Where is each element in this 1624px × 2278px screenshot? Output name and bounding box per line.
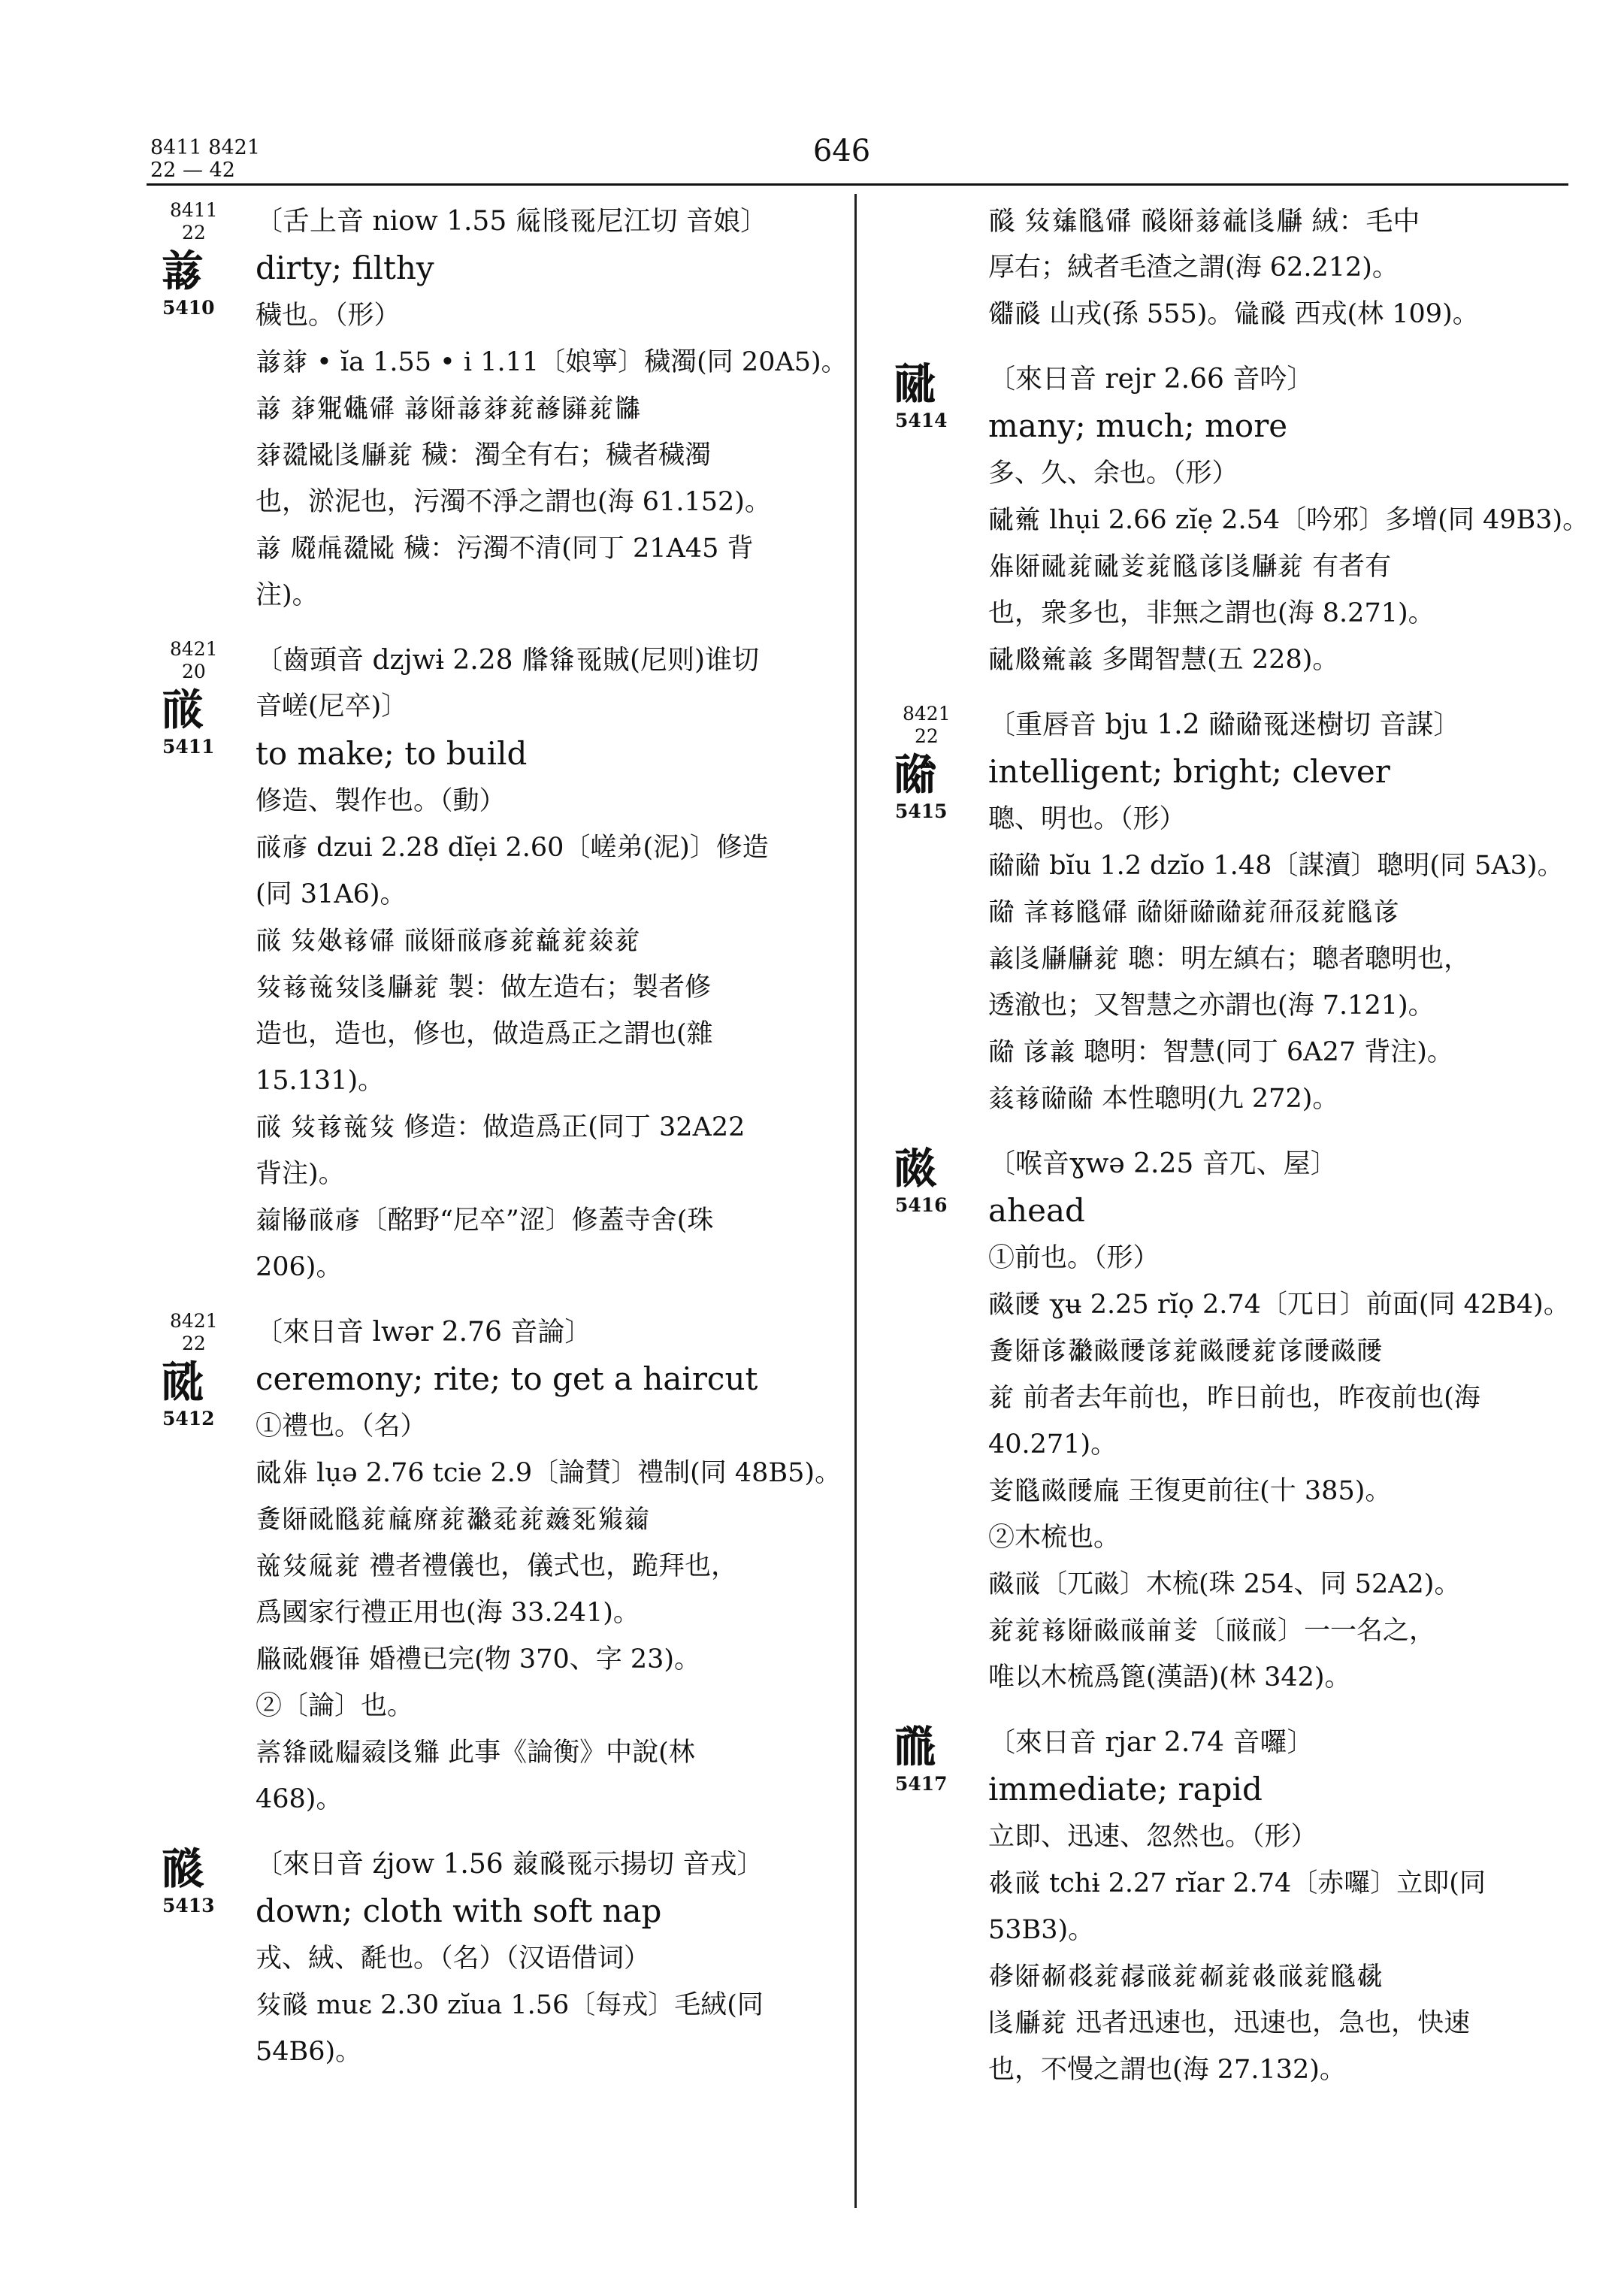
- entry-line: 〔來日音 źjow 1.56 𗓑𗍽𗀔示揚切 音戎〕: [256, 1849, 764, 1880]
- count-value: 22: [182, 222, 206, 244]
- entry-line: 也，淤泥也，污濁不淨之謂也(海 61.152)。: [256, 487, 771, 517]
- entry-line: 𗎄𗁔𗎅𗎆𗐱𗎇𗍻𗐱𗎅𗐱𗎃𗍻𗐱𗂃𗎈: [988, 1962, 1384, 1992]
- entry-line: 15.131)。: [256, 1066, 385, 1096]
- entry-line: ahead: [988, 1192, 1085, 1229]
- left-column: [150, 199, 848, 2095]
- entry-line: 𗐱𗐱𗐾𗁔𗎀𗍻𗐺𗐻〔𗍻𗍻〕一一名之，: [988, 1616, 1436, 1646]
- entry-line: 音嵯(尼卒)〕: [256, 691, 408, 722]
- code-value: 8421: [903, 703, 951, 725]
- entry-line: 206)。: [256, 1252, 343, 1282]
- dictionary-entry: [883, 1142, 1568, 1701]
- entry-line: 多、久、余也。（形）: [988, 458, 1238, 489]
- dictionary-entry: [883, 199, 1568, 337]
- entry-line: many; much; more: [988, 407, 1288, 444]
- count-value: 22: [182, 1333, 206, 1354]
- entry-line: 𗏉𗁔𗍾𗐱𗍾𗐻𗐱𗂃𗐪𗁅𗆦𗐱 有者有: [988, 552, 1392, 582]
- entry-number: 5415: [895, 800, 948, 822]
- entry-line: 〔舌上音 niow 1.55 𗏁𗁦𗀔尼江切 音娘〕: [256, 206, 768, 237]
- entry-line: 〔來日音 rjar 2.74 音囉〕: [988, 1727, 1314, 1758]
- count-value: 22: [915, 725, 939, 747]
- entry-line: 背注)。: [256, 1159, 345, 1189]
- entry-line: 𗓟𗎨𗍻𗇋〔酩野“尼卒”涩〕修蓋寺舍(珠: [256, 1206, 714, 1236]
- dictionary-entry: [150, 638, 838, 1290]
- entry-line: 𗍻 𗊏𗐆𗐾𗃦 𗍻𗁔𗍻𗇋𗐱𗔝𗐱𗒃𗐱: [256, 926, 641, 956]
- column-divider: [854, 194, 857, 2208]
- headword-glyph: 𗎂: [894, 1721, 938, 1772]
- entry-line: 厚右；絨者毛渣之謂(海 62.212)。: [988, 253, 1399, 283]
- entry-line: down; cloth with soft nap: [256, 1892, 662, 1929]
- entry-line: 𗆐𗍼𗏻𗔽 婚禮已完(物 370、字 23)。: [256, 1644, 701, 1674]
- entry-line: to make; to build: [256, 735, 528, 772]
- entry-line: 𗑄𗌭𗍼𗆝𗇶𗀺𗌆 此事《論衡》中說(林: [256, 1738, 695, 1768]
- entry-line: (同 31A6)。: [256, 879, 407, 909]
- entry-line: 𗍿 𗐰𗐾𗂃𗃦 𗍿𗁔𗍿𗍿𗐱𗗓𗗔𗐱𗂃𗐪: [988, 897, 1400, 927]
- entry-line: 𗓁𗁅𗆦𗆦𗐱 聰：明左縝右；聰者聰明也，: [988, 944, 1471, 974]
- entry-line: 𗐻𗂃𗎀𗎁𗐤 王復更前往(十 385)。: [988, 1476, 1392, 1506]
- entry-line: intelligent; bright; clever: [988, 753, 1390, 790]
- entry-number: 5411: [162, 736, 215, 758]
- entry-gutter: [150, 1842, 240, 1916]
- entry-line: 53B3)。: [988, 1915, 1095, 1945]
- entry-gutter: [883, 357, 973, 431]
- entry-line: 𗍻 𗊏𗐾𗑮𗊏 修造：做造爲正(同丁 32A22: [256, 1112, 745, 1142]
- entry-line: 〔重唇音 bju 1.2 𗍿𗍿𗀔迷樹切 音謀〕: [988, 709, 1461, 740]
- entry-line: 𗑠𗐾𗍿𗍿 本性聰明(九 272)。: [988, 1084, 1339, 1114]
- entry-line: 爲國家行禮正用也(海 33.241)。: [256, 1598, 640, 1628]
- dictionary-entry: [150, 199, 848, 619]
- entry-line: 𗍼𗏉 lụə 2.76 tcie 2.9〔論賛〕禮制(同 48B5)。: [256, 1458, 842, 1488]
- code-value: 8421: [170, 638, 218, 660]
- header-code-range: [150, 137, 260, 182]
- entry-line: 𗐓𗁔𗐪𗗍𗎀𗎁𗐪𗐱𗎀𗎁𗐱𗐪𗎁𗎀𗎁: [988, 1336, 1384, 1366]
- entry-line: 聰、明也。（形）: [988, 804, 1186, 834]
- dictionary-entry: [150, 1842, 838, 2075]
- entry-line: 𗍾𗓷 lhụi 2.66 zĭẹ 2.54〔吟邪〕多增(同 49B3)。: [988, 505, 1589, 535]
- entry-line: 修造、製作也。（動）: [256, 786, 506, 816]
- entry-number: 5413: [162, 1895, 215, 1916]
- entry-code: [903, 703, 973, 748]
- entry-code: [170, 1310, 240, 1355]
- code-range: 8411 8421: [150, 136, 261, 159]
- entry-line: 注)。: [256, 580, 319, 610]
- entry-number: 5412: [162, 1408, 215, 1429]
- headword-glyph: 𗍾: [894, 358, 938, 409]
- entry-line: 40.271)。: [988, 1429, 1117, 1460]
- count-range: 22 — 42: [150, 159, 235, 182]
- entry-line: 戎、絨、氄也。（名）（汉语借词）: [256, 1944, 651, 1974]
- headword-glyph: 𗍿: [894, 749, 938, 800]
- entry-line: 〔喉音ɣwə 2.25 音兀、屋〕: [988, 1148, 1338, 1179]
- entry-line: 〔來日音 rejr 2.66 音吟〕: [988, 364, 1314, 395]
- entry-line: 立即、迅速、忽然也。（形）: [988, 1822, 1317, 1852]
- entry-gutter: [150, 199, 240, 319]
- entry-line: 𗊏𗍽 muɛ 2.30 zĭua 1.56〔每戎〕毛絨(同: [256, 1990, 764, 2020]
- entry-line: dirty; filthy: [256, 250, 434, 286]
- entry-line: 𗍽 𗊏𗑭𗂃𗃦 𗍽𗁔𗐿𗑫𗁅𗆦 絨：毛中: [988, 206, 1420, 237]
- entry-line: 𗎀𗎁 ɣʉ 2.25 rĭọ 2.74〔兀日〕前面(同 42B4)。: [988, 1290, 1570, 1320]
- entry-line: 𗁅𗆦𗐱 迅者迅速也，迅速也，急也，快速: [988, 2008, 1471, 2038]
- entry-line: 𗊏𗐾𗑮𗊏𗁅𗆦𗐱 製：做左造右；製者修: [256, 973, 712, 1003]
- entry-number: 5410: [162, 297, 215, 319]
- entry-code: [170, 638, 240, 683]
- headword-glyph: 𗍽: [161, 1843, 205, 1894]
- dictionary-entry: [883, 1720, 1568, 2093]
- headword-glyph: 𗍼: [161, 1356, 205, 1407]
- entry-line: 透澈也；又智慧之亦謂也(海 7.121)。: [988, 991, 1435, 1021]
- dictionary-entry: [883, 703, 1568, 1122]
- entry-line: 唯以木梳爲篦(漢語)(林 342)。: [988, 1662, 1351, 1693]
- entry-line: ②〔論〕也。: [256, 1691, 414, 1721]
- code-value: 8421: [170, 1310, 218, 1332]
- entry-line: 𗑎𗑍 • ĭa 1.55 • i 1.11〔娘寧〕穢濁(同 20A5)。: [256, 347, 848, 377]
- entry-line: ②木梳也。: [988, 1523, 1120, 1553]
- entry-line: 𗑎 𗑍𗋆𗃱𗃦 𗑎𗁔𗑎𗑍𗐱𗒘𗂏𗐱𗐩: [256, 394, 641, 424]
- entry-line: 〔來日音 lwər 2.76 音論〕: [256, 1317, 592, 1348]
- entry-line: 𗑍𗗆𗎫𗁅𗆦𗐱 穢：濁全有右；穢者穢濁: [256, 440, 712, 470]
- dictionary-entry: [150, 1310, 842, 1823]
- headword-glyph: 𗑎: [161, 245, 205, 296]
- entry-line: 𗎀𗍻〔兀𗎀〕木梳(珠 254、同 52A2)。: [988, 1569, 1461, 1599]
- entry-number: 5414: [895, 410, 948, 431]
- entry-line: 𗑎 𗆧𗍫𗗆𗎫 穢：污濁不清(同丁 21A45 背: [256, 534, 754, 564]
- entry-gutter: [883, 1720, 973, 1795]
- entry-line: 𗐱 前者去年前也，昨日前也，昨夜前也(海: [988, 1383, 1480, 1413]
- entry-line: 𗍿𗍿 bĭu 1.2 dzĭo 1.48〔謀瀆〕聰明(同 5A3)。: [988, 851, 1564, 881]
- entry-line: 造也，造也，修也，做造爲正之謂也(雜: [256, 1019, 713, 1049]
- entry-line: 𗍻𗇋 dzui 2.28 dĭẹi 2.60〔嵯弟(泥)〕修造: [256, 833, 769, 863]
- entry-line: 𗐓𗁔𗍼𗂃𗐱𗓗𗐡𗐱𗗍𗇡𗐱𗔺𗀆𗋚𗓟: [256, 1505, 651, 1535]
- entry-line: 穢也。（形）: [256, 301, 401, 331]
- entry-line: 𗃽𗍽 山戎(孫 555)。𗃴𗍽 西戎(林 109)。: [988, 299, 1479, 329]
- entry-line: ceremony; rite; to get a haircut: [256, 1360, 758, 1397]
- entry-line: 468)。: [256, 1784, 343, 1814]
- right-column: [883, 199, 1589, 2113]
- dictionary-entry: [883, 357, 1589, 683]
- headword-glyph: 𗎀: [894, 1142, 938, 1193]
- entry-number: 5417: [895, 1773, 948, 1795]
- entry-line: 𗎃𗍻 tchɨ 2.27 rĭar 2.74〔赤囉〕立即(同: [988, 1868, 1486, 1898]
- code-value: 8411: [170, 199, 218, 221]
- entry-line: 也，衆多也，非無之謂也(海 8.271)。: [988, 598, 1435, 628]
- entry-number: 5416: [895, 1194, 948, 1216]
- entry-line: 𗑮𗊏𗏁𗐱 禮者禮儀也，儀式也，跪拜也，: [256, 1551, 738, 1581]
- entry-line: ①禮也。（名）: [256, 1411, 427, 1442]
- header-rule: [147, 183, 1568, 186]
- entry-line: immediate; rapid: [988, 1771, 1263, 1808]
- entry-line: 𗍿 𗐪𗓁 聰明：智慧(同丁 6A27 背注)。: [988, 1037, 1453, 1067]
- entry-gutter: [883, 1142, 973, 1216]
- entry-line: 〔齒頭音 dzjwɨ 2.28 𗆄𗌭𗀔賊(尼则)谁切: [256, 645, 760, 676]
- entry-gutter: [883, 703, 973, 822]
- headword-glyph: 𗍻: [161, 684, 205, 735]
- entry-gutter: [150, 1310, 240, 1429]
- entry-code: [170, 199, 240, 244]
- count-value: 20: [182, 661, 206, 682]
- entry-line: ①前也。（形）: [988, 1243, 1160, 1273]
- entry-line: 𗍾𗆑𗓷𗓁 多聞智慧(五 228)。: [988, 645, 1339, 675]
- page-number: 646: [812, 134, 871, 168]
- entry-gutter: [150, 638, 240, 758]
- entry-line: 也，不慢之謂也(海 27.132)。: [988, 2055, 1346, 2085]
- entry-line: 54B6)。: [256, 2037, 362, 2067]
